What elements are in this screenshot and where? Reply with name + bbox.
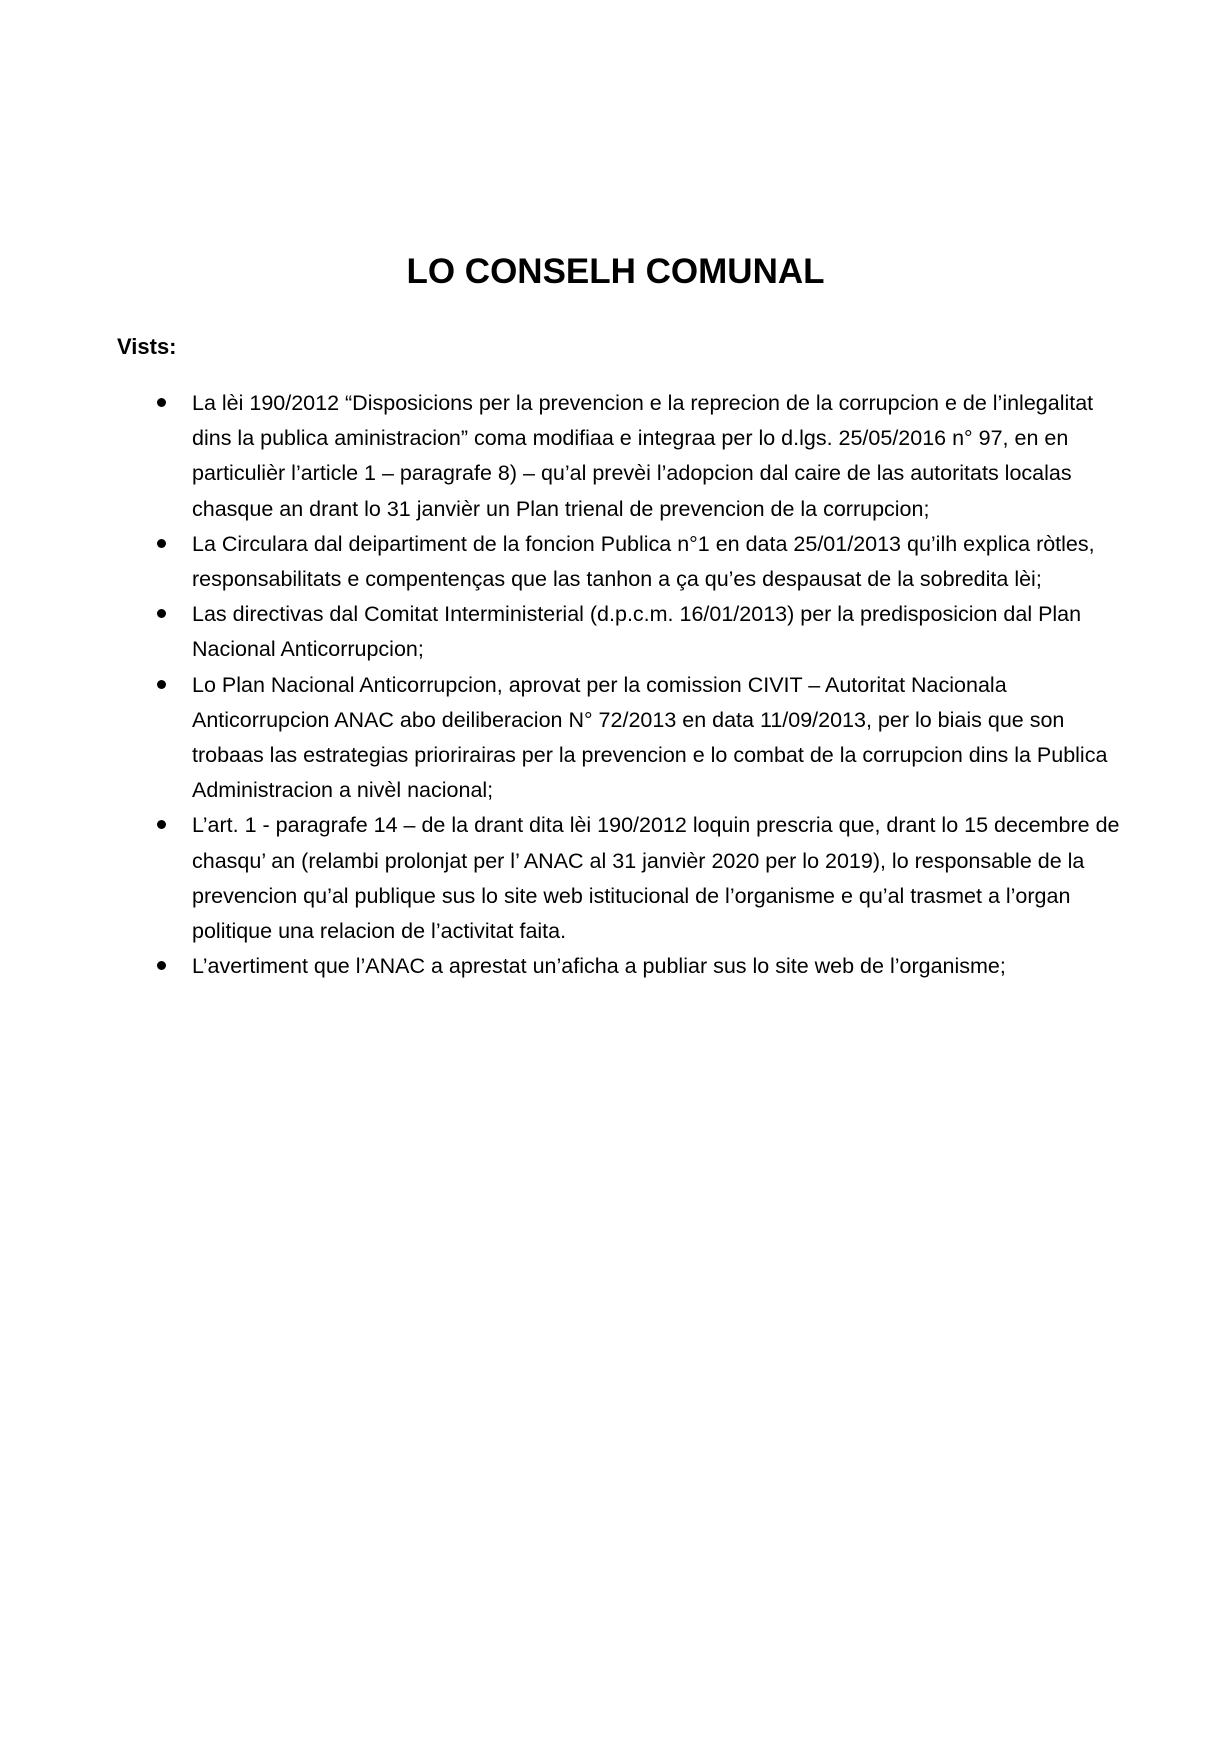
list-item-text: Lo Plan Nacional Anticorrupcion, aprovat per la comission CIVIT – Autoritat Nacionala Anticorrupcion ANAC abo deiliberacion N° 72/2013 en data 11/09/2013, per lo biais que son trobaas las estrategias priorirairas per la prevencion e lo combat de la corrupcion dins la Publica Administracion a nivèl nacional; [192,672,1108,803]
list-item-text: La lèi 190/2012 “Disposicions per la prevencion e la reprecion de la corrupcion e de l’inlegalitat dins la publica aministracion” coma modifiaa e integraa per lo d.lgs. 25/05/2016 n° 97, en en particulièr l’article 1 – paragrafe 8) – qu’al prevèi l’adopcion dal caire de las autoritats localas chasque an drant lo 31 janvièr un Plan trienal de prevencion de la corrupcion; [192,391,1094,521]
list-item [117,527,1127,597]
bullet-icon [157,961,166,970]
list-item [117,597,1127,667]
list-item [117,949,1127,984]
bullet-icon [157,398,166,407]
list-item-text: L’avertiment que l’ANAC a aprestat un’aficha a publiar sus lo site web de l’organisme; [192,954,1006,979]
list-item-text: La Circulara dal deipartiment de la foncion Publica n°1 en data 25/01/2013 qu’ilh explica ròtles, responsabilitats e compentenças que las tanhon a ça qu’es despausat de la sobredita lèi; [192,531,1095,592]
list-item-text: L’art. 1 - paragrafe 14 – de la drant dita lèi 190/2012 loquin prescria que, drant lo 15 decembre de chasqu’ an (relambi prolonjat per l’ ANAC al 31 janvièr 2020 per lo 2019), lo responsable de la prevencion qu’al publique sus lo site web istitucional de l’organisme e qu’al trasmet a l’organ politique una relacion de l’activitat faita. [192,813,1120,944]
list-item-text: Las directivas dal Comitat Interministerial (d.p.c.m. 16/01/2013) per la predisposicion dal Plan Nacional Anticorrupcion; [192,602,1082,662]
list-item [117,808,1127,949]
section-label-vists: Vists: [117,334,177,359]
document-title: LO CONSELH COMUNAL [406,252,825,291]
bullet-icon [157,539,166,548]
list-item [117,386,1127,527]
bullet-icon [157,820,166,829]
bullet-icon [157,609,166,618]
list-item [117,668,1127,809]
considerations-list [117,386,1127,984]
bullet-icon [157,680,166,689]
